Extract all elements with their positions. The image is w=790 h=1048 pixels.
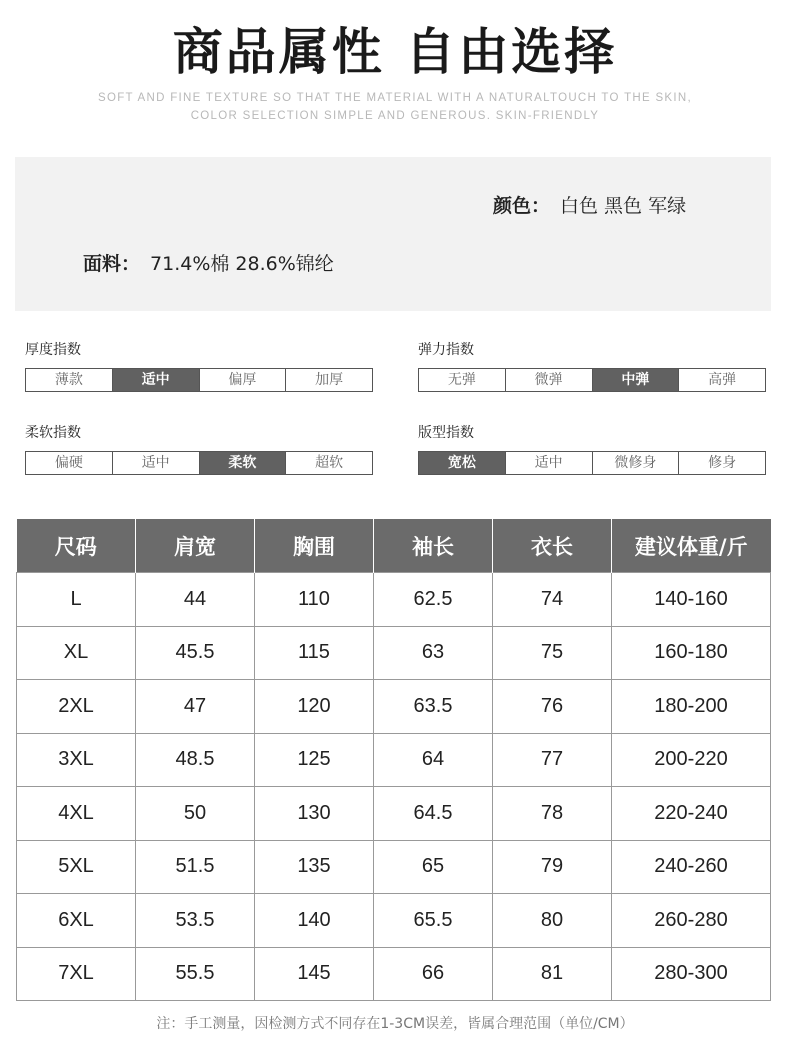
table-row [17,947,771,1001]
softness-option: 偏硬 [26,452,113,474]
cell-sleeve: 63.5 [374,680,493,734]
color-attribute [493,191,686,218]
subtitle-line-2: COLOR SELECTION SIMPLE AND GENEROUS. SKIN-FRIENDLY [190,110,600,122]
cell-sleeve: 65 [374,840,493,894]
header-sleeve: 袖长 [374,519,493,573]
softness-option: 柔软 [200,452,287,474]
cell-chest: 120 [255,680,374,734]
cell-sleeve: 64.5 [374,787,493,841]
cell-chest: 145 [255,947,374,1001]
thickness-index-label: 厚度指数 [25,342,81,358]
cell-size: 4XL [17,787,136,841]
size-chart-table [16,519,771,1001]
cell-sleeve: 63 [374,626,493,680]
cell-weight: 180-200 [612,680,771,734]
cell-shoulder: 50 [136,787,255,841]
fabric-attribute [83,249,334,276]
color-label: 颜色： [493,195,551,217]
cell-length: 78 [493,787,612,841]
elasticity-index-label: 弹力指数 [418,342,474,358]
fit-option: 适中 [506,452,593,474]
size-table-body [17,573,771,1001]
header-chest: 胸围 [255,519,374,573]
thickness-index [25,341,373,392]
cell-weight: 260-280 [612,894,771,948]
cell-shoulder: 45.5 [136,626,255,680]
elasticity-index [418,341,766,392]
header-weight: 建议体重/斤 [612,519,771,573]
cell-length: 77 [493,733,612,787]
header-shoulder: 肩宽 [136,519,255,573]
softness-scale [25,451,373,475]
elasticity-option: 中弹 [593,369,680,391]
cell-length: 76 [493,680,612,734]
softness-index-label: 柔软指数 [25,425,81,441]
softness-option: 超软 [286,452,372,474]
cell-size: 5XL [17,840,136,894]
cell-size: 7XL [17,947,136,1001]
fabric-value: 71.4%棉 28.6%锦纶 [150,253,334,275]
header-size: 尺码 [17,519,136,573]
cell-shoulder: 55.5 [136,947,255,1001]
cell-shoulder: 51.5 [136,840,255,894]
elasticity-option: 微弹 [506,369,593,391]
thickness-option: 偏厚 [200,369,287,391]
thickness-option: 适中 [113,369,200,391]
table-row [17,573,771,627]
cell-chest: 135 [255,840,374,894]
header-length: 衣长 [493,519,612,573]
cell-chest: 140 [255,894,374,948]
fit-index-label: 版型指数 [418,425,474,441]
cell-length: 80 [493,894,612,948]
cell-length: 75 [493,626,612,680]
cell-sleeve: 65.5 [374,894,493,948]
cell-shoulder: 47 [136,680,255,734]
cell-size: L [17,573,136,627]
cell-weight: 280-300 [612,947,771,1001]
cell-weight: 140-160 [612,573,771,627]
table-row [17,626,771,680]
subtitle-line-1: SOFT AND FINE TEXTURE SO THAT THE MATERIAL WITH A NATURALTOUCH TO THE SKIN, [98,92,692,104]
thickness-option: 加厚 [286,369,372,391]
table-row [17,787,771,841]
attribute-panel [15,157,771,311]
softness-index [25,424,373,475]
cell-size: 6XL [17,894,136,948]
elasticity-option: 无弹 [419,369,506,391]
cell-size: XL [17,626,136,680]
cell-sleeve: 64 [374,733,493,787]
fit-option: 微修身 [593,452,680,474]
cell-chest: 115 [255,626,374,680]
cell-shoulder: 44 [136,573,255,627]
cell-chest: 130 [255,787,374,841]
table-row [17,840,771,894]
cell-shoulder: 48.5 [136,733,255,787]
cell-length: 81 [493,947,612,1001]
table-row [17,680,771,734]
measurement-note: 注：手工测量，因检测方式不同存在1-3CM误差，皆属合理范围（单位/CM） [156,1016,634,1032]
table-header-row [17,519,771,573]
fit-option: 宽松 [419,452,506,474]
fabric-label: 面料： [83,253,141,275]
cell-weight: 240-260 [612,840,771,894]
cell-weight: 160-180 [612,626,771,680]
cell-sleeve: 66 [374,947,493,1001]
thickness-option: 薄款 [26,369,113,391]
page-title: 商品属性 自由选择 [172,23,618,81]
cell-weight: 200-220 [612,733,771,787]
cell-size: 3XL [17,733,136,787]
cell-chest: 110 [255,573,374,627]
elasticity-scale [418,368,766,392]
cell-size: 2XL [17,680,136,734]
fit-index [418,424,766,475]
cell-chest: 125 [255,733,374,787]
thickness-scale [25,368,373,392]
softness-option: 适中 [113,452,200,474]
table-row [17,894,771,948]
cell-length: 79 [493,840,612,894]
table-row [17,733,771,787]
cell-shoulder: 53.5 [136,894,255,948]
cell-length: 74 [493,573,612,627]
elasticity-option: 高弹 [679,369,765,391]
cell-sleeve: 62.5 [374,573,493,627]
fit-scale [418,451,766,475]
cell-weight: 220-240 [612,787,771,841]
fit-option: 修身 [679,452,765,474]
color-value: 白色 黑色 军绿 [560,195,687,217]
